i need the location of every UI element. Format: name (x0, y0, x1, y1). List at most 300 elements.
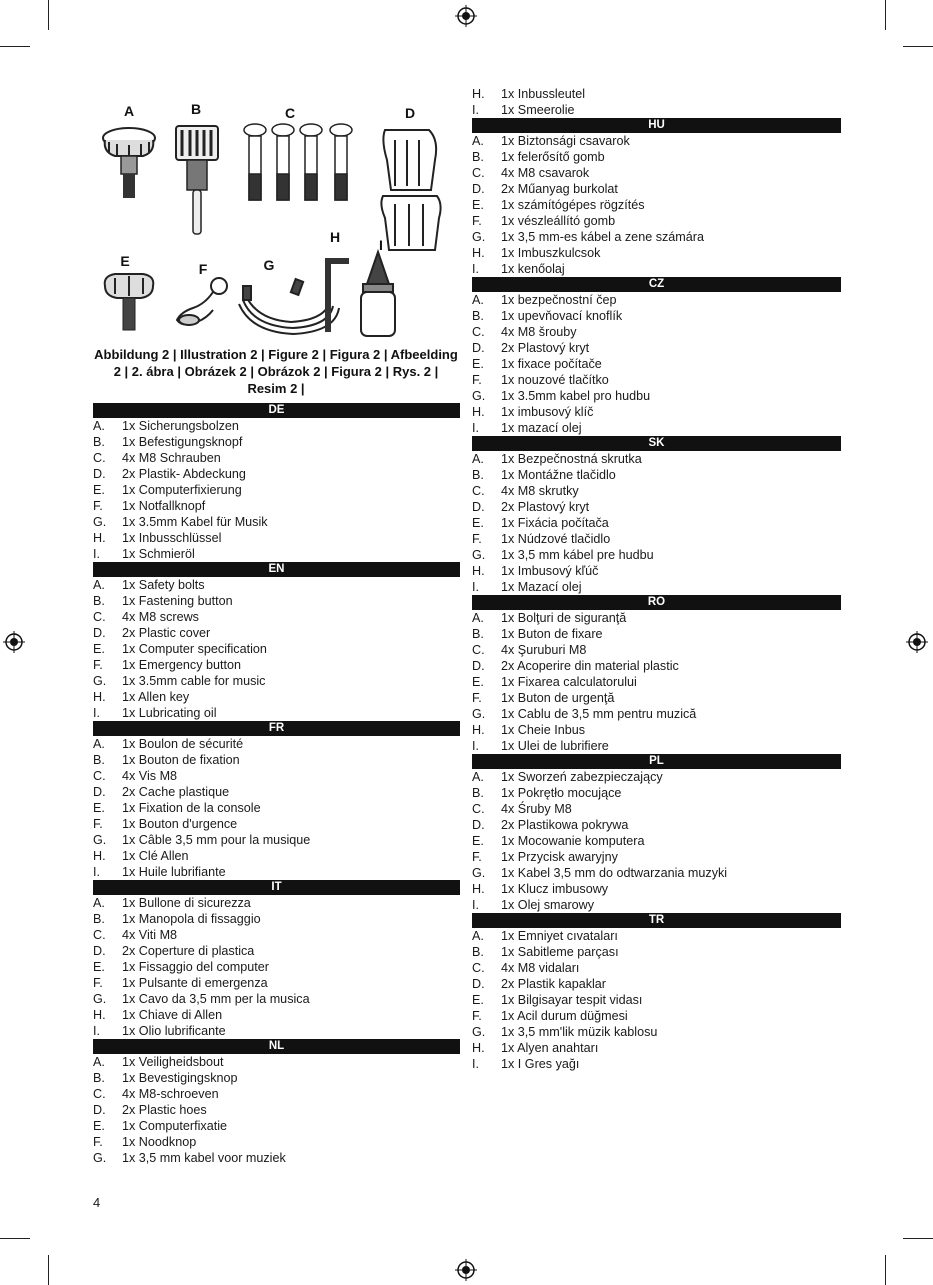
item-letter: A. (472, 452, 484, 466)
item-text: 1x Ulei de lubrifiere (501, 739, 609, 753)
item-letter: D. (472, 977, 485, 991)
item-letter: B. (472, 627, 484, 641)
item-text: 1x Notfallknopf (122, 499, 206, 513)
item-letter: I. (93, 706, 100, 720)
item-text: 4x M8 šrouby (501, 325, 577, 339)
item-text: 1x 3,5 mm'lik müzik kablosu (501, 1025, 658, 1039)
list-item (472, 149, 841, 165)
item-letter: D. (472, 659, 485, 673)
item-letter: G. (93, 833, 107, 847)
list-item (472, 960, 841, 976)
section-fr (93, 721, 460, 880)
item-text: 1x Imbuszkulcsok (501, 246, 601, 260)
item-letter: I. (472, 739, 479, 753)
item-letter: C. (93, 1087, 106, 1101)
item-letter: G. (472, 866, 486, 880)
item-letter: A. (472, 293, 484, 307)
item-text: 1x Emergency button (122, 658, 242, 672)
list-item (472, 165, 841, 181)
item-letter: I. (472, 103, 479, 117)
part-i-lubricating-oil (361, 252, 395, 336)
list-item (93, 1086, 460, 1102)
item-letter: E. (93, 1119, 105, 1133)
item-text: 1x Cablu de 3,5 mm pentru muzică (501, 707, 697, 721)
list-item (472, 881, 841, 897)
item-letter: E. (472, 675, 484, 689)
item-letter: E. (472, 834, 484, 848)
list-item (93, 530, 460, 546)
part-b-fastening-knob (176, 126, 218, 234)
item-letter: B. (93, 1071, 105, 1085)
item-letter: H. (93, 849, 106, 863)
item-text: 1x mazací olej (501, 421, 582, 435)
list-item (472, 722, 841, 738)
list-item (93, 768, 460, 784)
item-text: 4x M8-schroeven (122, 1087, 219, 1101)
part-label: G (263, 257, 275, 273)
item-text: 4x M8 Schrauben (122, 451, 221, 465)
item-letter: A. (93, 1055, 105, 1069)
list-item (472, 531, 841, 547)
item-letter: I. (472, 421, 479, 435)
item-letter: E. (472, 516, 484, 530)
item-text: 1x Kabel 3,5 mm do odtwarzania muzyki (501, 866, 728, 880)
list-item (93, 546, 460, 562)
list-item (472, 579, 841, 595)
section-cz (472, 277, 841, 436)
item-letter: A. (93, 737, 105, 751)
item-letter: F. (93, 1135, 103, 1149)
item-letter: C. (93, 769, 106, 783)
item-letter: H. (472, 882, 485, 896)
list-item (93, 975, 460, 991)
list-item (93, 657, 460, 673)
list-item (93, 864, 460, 880)
list-item (472, 944, 841, 960)
item-letter: C. (472, 166, 485, 180)
item-letter: D. (93, 626, 106, 640)
item-letter: F. (472, 532, 482, 546)
item-text: 1x fixace počítače (501, 357, 602, 371)
left-column (93, 403, 460, 1166)
item-text: 2x Coperture di plastica (122, 944, 255, 958)
section-header: EN (93, 562, 460, 577)
item-text: 1x Cavo da 3,5 mm per la musica (122, 992, 310, 1006)
list-item (472, 404, 841, 420)
item-letter: H. (472, 723, 485, 737)
list-item (93, 466, 460, 482)
item-text: 1x Bouton d'urgence (122, 817, 238, 831)
section-header: TR (472, 913, 841, 928)
list-item (93, 705, 460, 721)
list-item (93, 1054, 460, 1070)
list-item (472, 928, 841, 944)
item-text: 1x Fixarea calculatorului (501, 675, 637, 689)
list-item (472, 626, 841, 642)
item-letter: B. (472, 786, 484, 800)
item-letter: H. (472, 405, 485, 419)
part-label: C (284, 105, 296, 121)
section-ro (472, 595, 841, 754)
list-item (472, 181, 841, 197)
item-letter: B. (93, 435, 105, 449)
item-text: 1x imbusový klíč (501, 405, 594, 419)
item-text: 1x Sabitleme parçası (501, 945, 619, 959)
item-text: 2x Plastikowa pokrywa (501, 818, 629, 832)
part-d-plastic-covers (381, 130, 440, 250)
item-letter: E. (472, 993, 484, 1007)
item-letter: B. (472, 150, 484, 164)
item-letter: I. (472, 580, 479, 594)
list-item (93, 418, 460, 434)
list-item (472, 324, 841, 340)
item-letter: D. (93, 785, 106, 799)
list-item (472, 817, 841, 833)
list-item (472, 785, 841, 801)
item-text: 1x Chiave di Allen (122, 1008, 223, 1022)
list-item (93, 927, 460, 943)
item-text: 1x Câble 3,5 mm pour la musique (122, 833, 311, 847)
item-text: 1x Mocowanie komputera (501, 834, 645, 848)
item-text: 1x felerősítő gomb (501, 150, 605, 164)
item-letter: H. (472, 87, 485, 101)
list-item (93, 752, 460, 768)
item-text: 1x vészleállító gomb (501, 214, 616, 228)
part-label: F (198, 261, 208, 277)
item-letter: G. (472, 548, 486, 562)
item-text: 2x Plastic cover (122, 626, 211, 640)
list-item (93, 911, 460, 927)
item-letter: F. (93, 499, 103, 513)
item-letter: H. (472, 564, 485, 578)
list-item (472, 801, 841, 817)
item-text: 1x upevňovací knoflík (501, 309, 623, 323)
item-text: 1x 3,5 mm kabel voor muziek (122, 1151, 286, 1165)
section-tr (472, 913, 841, 1072)
item-text: 1x Mazací olej (501, 580, 582, 594)
item-text: 1x Veiligheidsbout (122, 1055, 224, 1069)
item-letter: G. (93, 674, 107, 688)
part-label: B (190, 101, 202, 117)
item-letter: E. (93, 642, 105, 656)
item-letter: B. (472, 945, 484, 959)
list-item (472, 340, 841, 356)
item-text: 4x Śruby M8 (501, 802, 572, 816)
item-text: 1x Olio lubrificante (122, 1024, 226, 1038)
crop-mark (48, 0, 49, 30)
list-item (93, 689, 460, 705)
list-item (93, 1070, 460, 1086)
item-text: 1x Emniyet cıvataları (501, 929, 618, 943)
item-text: 1x Lubricating oil (122, 706, 217, 720)
item-letter: G. (472, 230, 486, 244)
item-letter: D. (93, 1103, 106, 1117)
item-text: 2x Műanyag burkolat (501, 182, 618, 196)
item-letter: F. (472, 1009, 482, 1023)
item-letter: B. (93, 753, 105, 767)
item-text: 1x Noodknop (122, 1135, 197, 1149)
section-hu (472, 118, 841, 277)
list-item (472, 992, 841, 1008)
item-text: 1x Imbusový kľúč (501, 564, 599, 578)
registration-mark-icon (455, 1259, 477, 1281)
item-text: 2x Plastik kapaklar (501, 977, 606, 991)
item-letter: G. (93, 992, 107, 1006)
item-letter: I. (93, 865, 100, 879)
list-item (472, 388, 841, 404)
list-item (472, 642, 841, 658)
item-letter: F. (472, 214, 482, 228)
item-letter: C. (472, 802, 485, 816)
list-item (472, 769, 841, 785)
part-f-emergency-button (177, 278, 227, 325)
list-item (472, 213, 841, 229)
item-letter: F. (472, 691, 482, 705)
item-text: 1x Clé Allen (122, 849, 189, 863)
section-sk (472, 436, 841, 595)
crop-mark (48, 1255, 49, 1285)
list-item (93, 1118, 460, 1134)
list-item (472, 197, 841, 213)
item-text: 1x Przycisk awaryjny (501, 850, 618, 864)
page-number: 4 (93, 1195, 101, 1210)
figure-caption: Abbildung 2 | Illustration 2 | Figure 2 | Figura 2 | Afbeelding 2 | 2. ábra | Obrázek 2 | Obrázok 2 | Figura 2 | Rys. 2 | Resim 2 | (94, 347, 458, 396)
item-text: 1x Bilgisayar tespit vidası (501, 993, 643, 1007)
item-letter: H. (93, 531, 106, 545)
list-item (472, 1008, 841, 1024)
item-text: 1x Manopola di fissaggio (122, 912, 261, 926)
part-a-safety-bolt (103, 128, 155, 198)
list-item (472, 690, 841, 706)
list-item (472, 483, 841, 499)
item-text: 1x Klucz imbusowy (501, 882, 609, 896)
list-item (472, 658, 841, 674)
crop-mark (903, 1238, 933, 1239)
item-text: 2x Plastový kryt (501, 341, 590, 355)
item-text: 1x Buton de fixare (501, 627, 603, 641)
part-label: I (379, 237, 383, 253)
list-item (472, 102, 841, 118)
list-item (472, 897, 841, 913)
section-header: HU (472, 118, 841, 133)
list-item (93, 784, 460, 800)
part-label: E (120, 253, 130, 269)
item-text: 1x Bolţuri de siguranţă (501, 611, 627, 625)
list-item (472, 547, 841, 563)
item-letter: C. (472, 484, 485, 498)
list-item (472, 451, 841, 467)
list-item (93, 641, 460, 657)
item-letter: H. (93, 1008, 106, 1022)
list-item (93, 1007, 460, 1023)
item-letter: H. (93, 690, 106, 704)
item-text: 1x Bezpečnostná skrutka (501, 452, 642, 466)
item-text: 1x Befestigungsknopf (122, 435, 243, 449)
item-letter: F. (93, 817, 103, 831)
item-text: 1x Sicherungsbolzen (122, 419, 239, 433)
item-text: 1x 3.5mm Kabel für Musik (122, 515, 268, 529)
item-text: 1x Allen key (122, 690, 190, 704)
item-letter: A. (472, 134, 484, 148)
item-letter: F. (93, 658, 103, 672)
list-item (93, 609, 460, 625)
crop-mark (0, 46, 30, 47)
crop-mark (885, 0, 886, 30)
list-item (93, 514, 460, 530)
parts-illustration (93, 100, 459, 342)
item-letter: G. (472, 389, 486, 403)
list-item (93, 434, 460, 450)
part-label: D (404, 105, 416, 121)
item-letter: D. (93, 944, 106, 958)
crop-mark (903, 46, 933, 47)
item-letter: I. (472, 262, 479, 276)
list-item (472, 261, 841, 277)
item-text: 1x I Gres yağı (501, 1057, 580, 1071)
list-item (472, 467, 841, 483)
list-item (93, 450, 460, 466)
item-letter: E. (93, 483, 105, 497)
item-text: 1x 3,5 mm kábel pre hudbu (501, 548, 654, 562)
list-item (472, 1040, 841, 1056)
list-item (93, 736, 460, 752)
list-item (472, 674, 841, 690)
section-header: RO (472, 595, 841, 610)
item-letter: E. (93, 960, 105, 974)
item-text: 1x Inbusschlüssel (122, 531, 222, 545)
section-header: IT (93, 880, 460, 895)
right-column (472, 86, 841, 1072)
item-letter: E. (472, 357, 484, 371)
list-item (472, 245, 841, 261)
section-header: DE (93, 403, 460, 418)
list-item (93, 991, 460, 1007)
item-letter: F. (93, 976, 103, 990)
item-letter: D. (472, 500, 485, 514)
part-e-computer-fixing (105, 274, 154, 330)
item-letter: C. (93, 451, 106, 465)
item-letter: I. (472, 898, 479, 912)
item-letter: A. (472, 611, 484, 625)
list-item (93, 625, 460, 641)
section-header: PL (472, 754, 841, 769)
item-text: 1x Safety bolts (122, 578, 205, 592)
section-header: NL (93, 1039, 460, 1054)
item-letter: G. (93, 515, 107, 529)
item-letter: B. (472, 468, 484, 482)
item-text: 4x Vis M8 (122, 769, 178, 783)
item-text: 1x Montážne tlačidlo (501, 468, 616, 482)
item-letter: E. (472, 198, 484, 212)
list-item (472, 849, 841, 865)
part-label: H (329, 229, 341, 245)
item-text: 1x Pulsante di emergenza (122, 976, 268, 990)
list-item (93, 848, 460, 864)
list-item (472, 499, 841, 515)
list-item (472, 563, 841, 579)
item-letter: F. (472, 850, 482, 864)
item-text: 1x Acil durum düğmesi (501, 1009, 628, 1023)
item-text: 1x 3.5mm cable for music (122, 674, 266, 688)
item-text: 1x bezpečnostní čep (501, 293, 617, 307)
item-letter: I. (93, 547, 100, 561)
section-header: CZ (472, 277, 841, 292)
item-text: 1x kenőolaj (501, 262, 565, 276)
list-item (93, 943, 460, 959)
list-item (93, 1023, 460, 1039)
crop-mark (0, 1238, 30, 1239)
section-nl (93, 1039, 460, 1166)
item-letter: B. (93, 594, 105, 608)
item-letter: D. (472, 182, 485, 196)
item-text: 4x Şuruburi M8 (501, 643, 587, 657)
item-text: 1x Fissaggio del computer (122, 960, 269, 974)
item-text: 2x Cache plastique (122, 785, 230, 799)
section-pl (472, 754, 841, 913)
item-text: 1x 3.5mm kabel pro hudbu (501, 389, 651, 403)
item-letter: C. (93, 610, 106, 624)
section-en (93, 562, 460, 721)
item-text: 4x M8 vidaları (501, 961, 580, 975)
item-letter: F. (472, 373, 482, 387)
item-text: 4x M8 skrutky (501, 484, 579, 498)
item-letter: C. (472, 643, 485, 657)
item-letter: D. (93, 467, 106, 481)
list-item (472, 1024, 841, 1040)
item-letter: I. (472, 1057, 479, 1071)
item-text: 1x Cheie Inbus (501, 723, 586, 737)
item-text: 1x Fixation de la console (122, 801, 261, 815)
item-text: 1x Computerfixierung (122, 483, 242, 497)
list-item (93, 1150, 460, 1166)
list-item (93, 895, 460, 911)
list-item (472, 229, 841, 245)
item-letter: G. (472, 1025, 486, 1039)
list-item (472, 133, 841, 149)
item-letter: I. (93, 1024, 100, 1038)
list-item (472, 610, 841, 626)
item-letter: H. (472, 246, 485, 260)
list-item (472, 865, 841, 881)
list-item (93, 1102, 460, 1118)
item-text: 1x Computerfixatie (122, 1119, 227, 1133)
list-item (472, 372, 841, 388)
list-item (93, 832, 460, 848)
item-letter: A. (93, 896, 105, 910)
section-de (93, 403, 460, 562)
list-item (93, 498, 460, 514)
item-text: 1x Fastening button (122, 594, 233, 608)
item-text: 1x számítógépes rögzítés (501, 198, 645, 212)
list-item (93, 577, 460, 593)
list-item (472, 292, 841, 308)
list-item (472, 706, 841, 722)
item-text: 1x Schmieröl (122, 547, 195, 561)
item-letter: G. (93, 1151, 107, 1165)
list-item (472, 86, 841, 102)
section-it (93, 880, 460, 1039)
item-letter: A. (472, 929, 484, 943)
list-item (93, 1134, 460, 1150)
item-text: 1x nouzové tlačítko (501, 373, 609, 387)
item-text: 1x Bevestigingsknop (122, 1071, 238, 1085)
item-text: 1x Smeerolie (501, 103, 575, 117)
list-item (472, 976, 841, 992)
item-text: 1x Computer specification (122, 642, 267, 656)
crop-mark (885, 1255, 886, 1285)
list-item (93, 959, 460, 975)
list-item (93, 593, 460, 609)
